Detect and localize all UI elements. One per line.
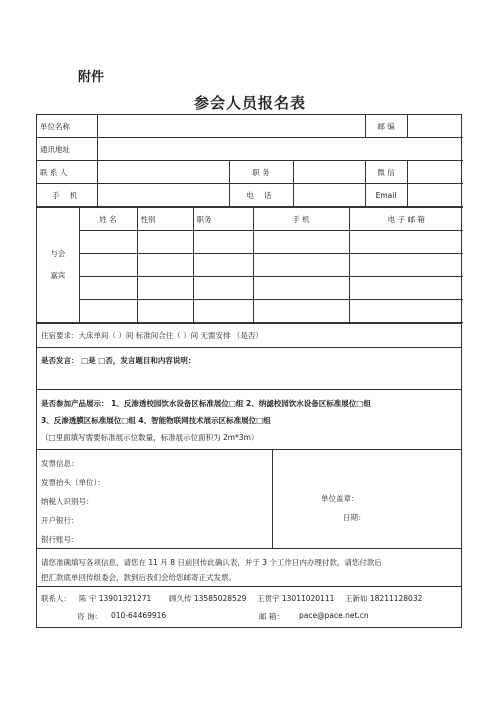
contact-label: 联 系 人	[37, 161, 97, 184]
consult-label: 咨 询：	[77, 612, 102, 621]
position-field[interactable]	[293, 161, 365, 184]
contact-2: 顾久传 13585028529	[169, 594, 247, 603]
seal-label: 单位盖章：	[321, 494, 359, 503]
notice-line2: 把汇款底单回传组委会，款到后我们会给您邮寄正式发票。	[41, 573, 236, 582]
notice-row	[37, 548, 461, 586]
col-name: 姓 名	[79, 208, 137, 231]
notice-line1: 请您准确填写各项信息，请您在 11 月 8 日前回传此确认表，并于 3 个工作日内办理付款，请您付款后	[41, 558, 382, 567]
exhibit-row	[37, 389, 461, 449]
attendee-group-label-line2: 嘉宾	[50, 271, 66, 280]
address-label: 通讯地址	[37, 138, 97, 161]
contacts-row	[37, 586, 461, 627]
attendee-cell[interactable]	[137, 231, 193, 254]
attendee-cell[interactable]	[137, 277, 193, 300]
attachment-label: 附件	[78, 70, 105, 85]
email-field[interactable]	[407, 184, 463, 207]
mail-address[interactable]: pace@pace.net.cn	[299, 611, 369, 620]
attendee-cell[interactable]	[253, 277, 349, 300]
attendee-cell[interactable]	[193, 231, 253, 254]
attendee-cell[interactable]	[79, 277, 137, 300]
attendee-cell[interactable]	[349, 277, 463, 300]
consult-phone: 010-64469916	[111, 611, 167, 620]
attendee-row	[37, 277, 463, 300]
attendee-cell[interactable]	[79, 231, 137, 254]
attendee-cell[interactable]	[349, 254, 463, 277]
lodging-row	[37, 323, 461, 347]
lodging-text: 住宿要求：大床单间（ ）间 标准间合住（ ）间 无需安排 （是否）	[41, 331, 263, 340]
attendee-cell[interactable]	[79, 300, 137, 323]
attendee-cell[interactable]	[193, 300, 253, 323]
attendee-cell[interactable]	[137, 254, 193, 277]
attendee-cell[interactable]	[349, 231, 463, 254]
registration-form	[36, 114, 462, 628]
contacts-label: 联系人：	[41, 594, 71, 603]
unit-name-label: 单位名称	[37, 115, 97, 138]
mobile-field[interactable]	[97, 184, 229, 207]
invoice-header-label: 发票抬头（单位）：	[41, 478, 105, 487]
attendee-cell[interactable]	[253, 231, 349, 254]
mobile-label: 手 机	[37, 184, 97, 207]
wechat-field[interactable]	[407, 161, 463, 184]
invoice-seal-area	[273, 450, 461, 548]
contact-3: 王贯宇 13011020111	[257, 594, 335, 603]
exhibit-line1: 是否参加产品展示： 1、反渗透校园饮水设备区标准展位□组 2、纳滤校园饮水设备区标准展位□组	[41, 399, 371, 408]
contact-4: 王新如 18211128032	[345, 594, 423, 603]
wechat-label: 微 信	[365, 161, 407, 184]
mail-label: 邮 箱：	[259, 612, 284, 621]
bank-label: 开户银行：	[41, 516, 79, 525]
attendee-row	[37, 231, 463, 254]
phone-label: 电 话	[229, 184, 293, 207]
postcode-field[interactable]	[407, 115, 463, 138]
unit-name-field[interactable]	[97, 115, 365, 138]
exhibit-line2: 3、反渗透膜区标准展位□组 4、智能物联网技术展示区标准展位□组	[41, 416, 271, 425]
attendee-cell[interactable]	[79, 254, 137, 277]
attendee-cell[interactable]	[193, 277, 253, 300]
phone-field[interactable]	[293, 184, 365, 207]
date-label: 日期：	[343, 513, 366, 522]
form-title: 参会人员报名表	[193, 94, 306, 112]
speech-row	[37, 347, 461, 389]
contact-1: 陈 宇 13901321271	[79, 594, 152, 603]
invoice-info-label: 发票信息：	[41, 459, 79, 468]
attendee-cell[interactable]	[253, 300, 349, 323]
col-position: 职务	[193, 208, 253, 231]
col-gender: 性别	[137, 208, 193, 231]
contact-field[interactable]	[97, 161, 229, 184]
address-field[interactable]	[97, 138, 463, 161]
attendee-group-label-line1: 与会	[50, 249, 66, 258]
invoice-fields	[37, 450, 273, 548]
attendee-cell[interactable]	[253, 254, 349, 277]
col-mobile: 手 机	[253, 208, 349, 231]
attendee-group-label	[37, 208, 79, 323]
invoice-section	[37, 449, 461, 548]
position-label: 职 务	[229, 161, 293, 184]
tax-id-label: 纳税人识别号：	[41, 497, 94, 506]
attendees-table	[37, 207, 463, 323]
attendee-row	[37, 300, 463, 323]
basic-info-table	[37, 115, 463, 207]
attendee-row	[37, 254, 463, 277]
attendee-cell[interactable]	[137, 300, 193, 323]
attendee-cell[interactable]	[193, 254, 253, 277]
email-label: Email	[365, 184, 407, 207]
attendee-cell[interactable]	[349, 300, 463, 323]
exhibit-note: （□里面填写需要标准展示位数量，标准展示位面积为 2m*3m）	[41, 433, 259, 442]
account-label: 银行账号：	[41, 535, 79, 544]
speech-text: 是否发言： □是 □否，发言题目和内容说明：	[41, 356, 196, 365]
col-email: 电 子 邮 箱	[349, 208, 463, 231]
postcode-label: 邮 编	[365, 115, 407, 138]
